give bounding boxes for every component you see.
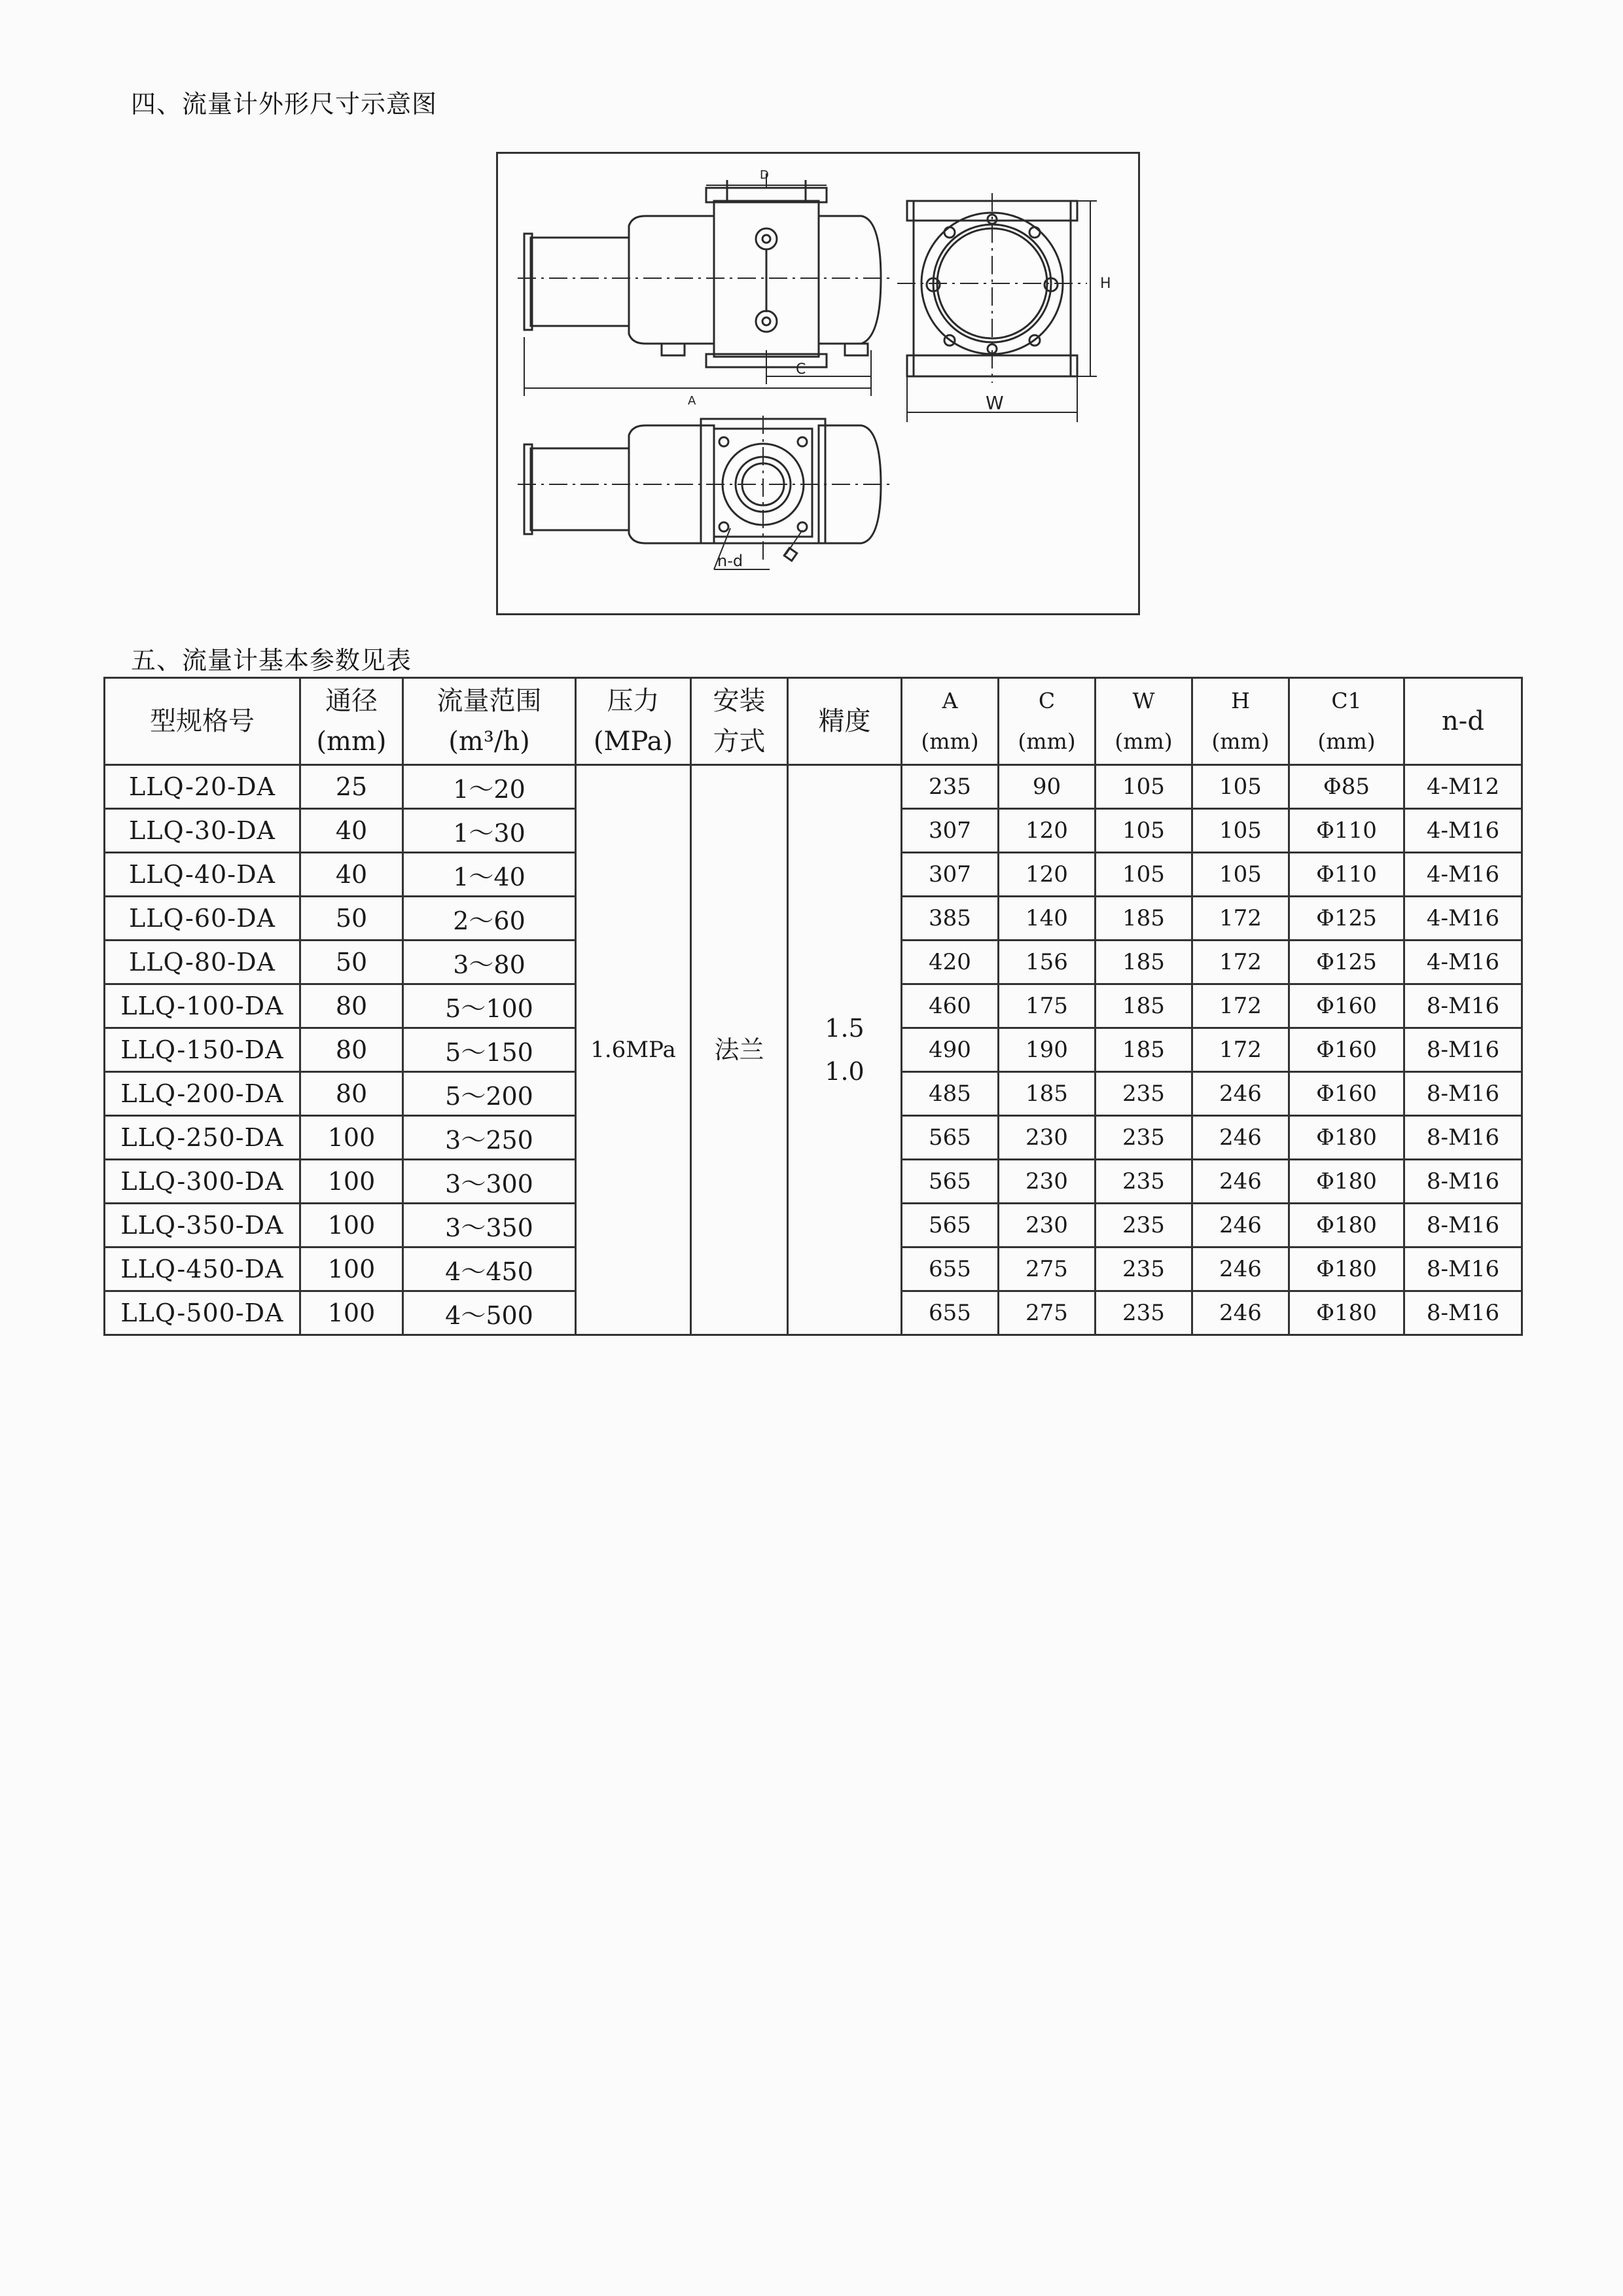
cell-flow: 5～100 (403, 984, 576, 1028)
dimension-drawing (496, 152, 1140, 615)
cell-model: LLQ-350-DA (105, 1204, 300, 1247)
cell-h: 172 (1192, 897, 1289, 941)
dim-label-d: D (760, 168, 769, 182)
cell-c: 120 (999, 809, 1096, 853)
cell-w: 105 (1096, 765, 1192, 809)
cell-w: 105 (1096, 853, 1192, 897)
cell-flow: 4～450 (403, 1247, 576, 1291)
cell-bore: 80 (300, 1028, 403, 1072)
cell-h: 105 (1192, 765, 1289, 809)
cell-model: LLQ-30-DA (105, 809, 300, 853)
cell-model: LLQ-300-DA (105, 1160, 300, 1204)
cell-h: 105 (1192, 809, 1289, 853)
header-pressure: 压力 (MPa) (576, 678, 691, 765)
cell-pressure: 1.6MPa (576, 765, 691, 1335)
header-h: H (mm) (1192, 678, 1289, 765)
cell-model: LLQ-20-DA (105, 765, 300, 809)
cell-nd: 4-M16 (1404, 853, 1522, 897)
cell-w: 235 (1096, 1160, 1192, 1204)
cell-c: 175 (999, 984, 1096, 1028)
cell-a: 565 (902, 1116, 999, 1160)
cell-bore: 50 (300, 897, 403, 941)
cell-flow: 3～300 (403, 1160, 576, 1204)
header-bore: 通径 (mm) (300, 678, 403, 765)
cell-c: 120 (999, 853, 1096, 897)
cell-h: 246 (1192, 1072, 1289, 1116)
cell-h: 246 (1192, 1160, 1289, 1204)
cell-nd: 8-M16 (1404, 1072, 1522, 1116)
header-c: C (mm) (999, 678, 1096, 765)
cell-c1: Φ160 (1289, 984, 1404, 1028)
cell-nd: 4-M16 (1404, 897, 1522, 941)
cell-w: 235 (1096, 1204, 1192, 1247)
cell-nd: 8-M16 (1404, 1028, 1522, 1072)
header-flow: 流量范围 (m³/h) (403, 678, 576, 765)
cell-h: 246 (1192, 1247, 1289, 1291)
section-5-title: 五、流量计基本参数见表 (131, 646, 412, 675)
cell-model: LLQ-40-DA (105, 853, 300, 897)
cell-flow: 3～350 (403, 1204, 576, 1247)
cell-w: 235 (1096, 1072, 1192, 1116)
cell-c1: Φ180 (1289, 1116, 1404, 1160)
cell-c: 140 (999, 897, 1096, 941)
cell-model: LLQ-60-DA (105, 897, 300, 941)
dim-label-c: C (796, 361, 806, 378)
cell-nd: 8-M16 (1404, 1116, 1522, 1160)
parameter-table (103, 677, 1523, 1336)
cell-model: LLQ-80-DA (105, 941, 300, 984)
cell-bore: 40 (300, 809, 403, 853)
cell-w: 235 (1096, 1247, 1192, 1291)
cell-h: 105 (1192, 853, 1289, 897)
cell-c1: Φ180 (1289, 1247, 1404, 1291)
cell-accuracy (788, 765, 902, 1335)
cell-a: 307 (902, 853, 999, 897)
cell-c1: Φ160 (1289, 1072, 1404, 1116)
cell-model: LLQ-150-DA (105, 1028, 300, 1072)
cell-bore: 100 (300, 1291, 403, 1335)
header-w: W (mm) (1096, 678, 1192, 765)
cell-c1: Φ125 (1289, 941, 1404, 984)
cell-c1: Φ180 (1289, 1204, 1404, 1247)
table-header-row (105, 678, 1522, 765)
dim-label-h: H (1100, 276, 1111, 292)
cell-h: 172 (1192, 1028, 1289, 1072)
header-c1: C1 (mm) (1289, 678, 1404, 765)
dim-label-w: W (986, 392, 1004, 414)
cell-c1: Φ180 (1289, 1160, 1404, 1204)
cell-model: LLQ-250-DA (105, 1116, 300, 1160)
cell-w: 185 (1096, 897, 1192, 941)
cell-bore: 100 (300, 1116, 403, 1160)
header-install: 安装 方式 (691, 678, 788, 765)
cell-model: LLQ-100-DA (105, 984, 300, 1028)
cell-flow: 5～200 (403, 1072, 576, 1116)
cell-w: 185 (1096, 1028, 1192, 1072)
cell-a: 565 (902, 1204, 999, 1247)
cell-h: 172 (1192, 941, 1289, 984)
cell-model: LLQ-500-DA (105, 1291, 300, 1335)
cell-bore: 80 (300, 1072, 403, 1116)
cell-c: 230 (999, 1160, 1096, 1204)
cell-h: 246 (1192, 1204, 1289, 1247)
cell-flow: 4～500 (403, 1291, 576, 1335)
cell-a: 307 (902, 809, 999, 853)
cell-a: 565 (902, 1160, 999, 1204)
cell-nd: 4-M16 (1404, 809, 1522, 853)
cell-w: 235 (1096, 1116, 1192, 1160)
dim-label-nd: n-d (717, 552, 743, 570)
accuracy-value-2: 1.0 (825, 1057, 865, 1086)
cell-a: 420 (902, 941, 999, 984)
cell-bore: 100 (300, 1247, 403, 1291)
side-view-bottom (518, 416, 891, 570)
cell-nd: 8-M16 (1404, 1291, 1522, 1335)
cell-c: 275 (999, 1247, 1096, 1291)
header-a: A (mm) (902, 678, 999, 765)
dim-label-a: A (688, 394, 696, 408)
cell-flow: 1～40 (403, 853, 576, 897)
cell-bore: 100 (300, 1204, 403, 1247)
accuracy-value-1: 1.5 (825, 1014, 865, 1043)
cell-nd: 8-M16 (1404, 1160, 1522, 1204)
table-body (105, 765, 1522, 1335)
cell-nd: 4-M12 (1404, 765, 1522, 809)
side-view-top (518, 168, 891, 408)
cell-a: 235 (902, 765, 999, 809)
cell-c: 190 (999, 1028, 1096, 1072)
cell-nd: 4-M16 (1404, 941, 1522, 984)
header-accuracy: 精度 (788, 678, 902, 765)
cell-c1: Φ180 (1289, 1291, 1404, 1335)
cell-c1: Φ110 (1289, 809, 1404, 853)
section-4-title: 四、流量计外形尺寸示意图 (131, 90, 438, 118)
cell-c1: Φ85 (1289, 765, 1404, 809)
cell-flow: 1～20 (403, 765, 576, 809)
cell-nd: 8-M16 (1404, 1247, 1522, 1291)
cell-flow: 3～80 (403, 941, 576, 984)
cell-a: 655 (902, 1291, 999, 1335)
cell-h: 246 (1192, 1116, 1289, 1160)
cell-flow: 5～150 (403, 1028, 576, 1072)
cell-model: LLQ-450-DA (105, 1247, 300, 1291)
cell-w: 185 (1096, 984, 1192, 1028)
cell-nd: 8-M16 (1404, 1204, 1522, 1247)
cell-a: 460 (902, 984, 999, 1028)
cell-install: 法兰 (691, 765, 788, 1335)
cell-c: 275 (999, 1291, 1096, 1335)
cell-w: 235 (1096, 1291, 1192, 1335)
cell-c1: Φ125 (1289, 897, 1404, 941)
cell-c: 230 (999, 1116, 1096, 1160)
table-row (105, 765, 1522, 809)
cell-w: 185 (1096, 941, 1192, 984)
cell-a: 655 (902, 1247, 999, 1291)
cell-a: 485 (902, 1072, 999, 1116)
cell-bore: 40 (300, 853, 403, 897)
end-view (897, 193, 1111, 422)
cell-bore: 80 (300, 984, 403, 1028)
cell-h: 172 (1192, 984, 1289, 1028)
cell-c1: Φ110 (1289, 853, 1404, 897)
cell-flow: 3～250 (403, 1116, 576, 1160)
header-nd: n-d (1404, 678, 1522, 765)
cell-bore: 25 (300, 765, 403, 809)
cell-c: 90 (999, 765, 1096, 809)
cell-c1: Φ160 (1289, 1028, 1404, 1072)
cell-nd: 8-M16 (1404, 984, 1522, 1028)
cell-c: 185 (999, 1072, 1096, 1116)
cell-a: 490 (902, 1028, 999, 1072)
header-model: 型规格号 (105, 678, 300, 765)
cell-w: 105 (1096, 809, 1192, 853)
cell-bore: 50 (300, 941, 403, 984)
cell-bore: 100 (300, 1160, 403, 1204)
cell-flow: 1～30 (403, 809, 576, 853)
cell-c: 156 (999, 941, 1096, 984)
cell-a: 385 (902, 897, 999, 941)
cell-h: 246 (1192, 1291, 1289, 1335)
cell-c: 230 (999, 1204, 1096, 1247)
cell-model: LLQ-200-DA (105, 1072, 300, 1116)
flowmeter-outline-drawing (498, 154, 1138, 613)
cell-flow: 2～60 (403, 897, 576, 941)
